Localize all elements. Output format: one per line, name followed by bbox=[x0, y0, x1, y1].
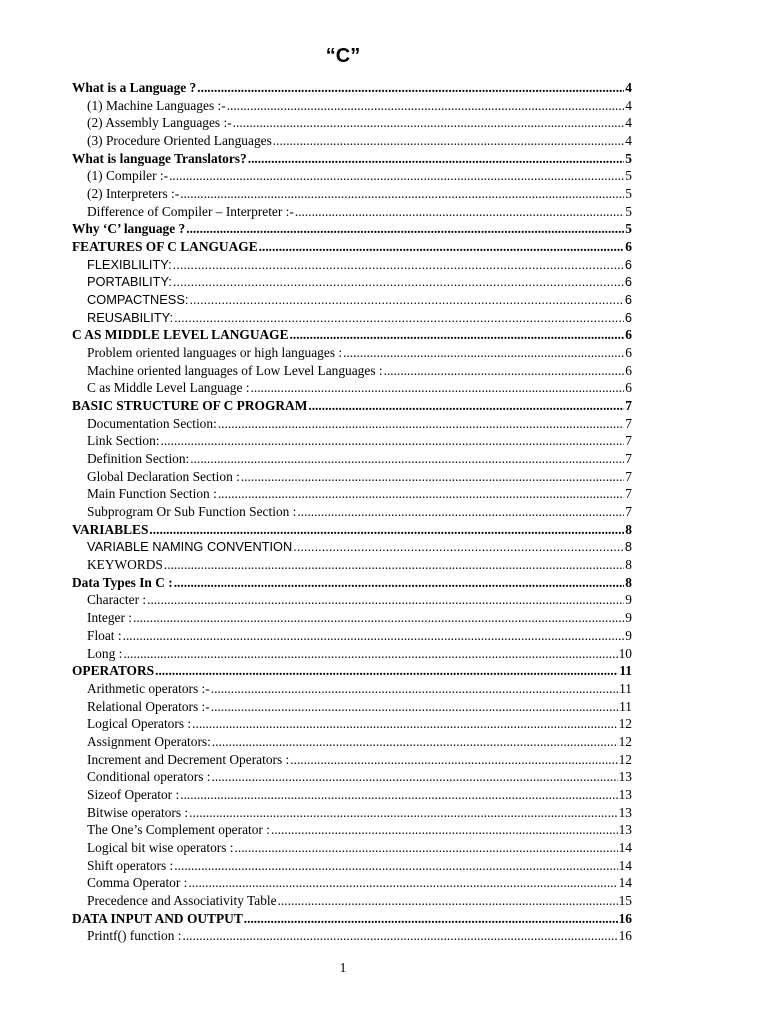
toc-entry-page: 6 bbox=[624, 256, 632, 272]
toc-entry-page: 13 bbox=[618, 804, 632, 820]
toc-heading-entry[interactable] bbox=[72, 326, 632, 344]
toc-subentry[interactable] bbox=[72, 751, 632, 769]
dot-leader bbox=[343, 344, 624, 362]
dot-leader bbox=[235, 839, 618, 857]
toc-entry-label: Increment and Decrement Operators : bbox=[87, 751, 290, 767]
toc-subentry[interactable] bbox=[72, 609, 632, 627]
dot-leader bbox=[192, 715, 617, 733]
toc-entry-label: (2) Assembly Languages :- bbox=[87, 115, 232, 131]
toc-entry-page: 14 bbox=[618, 839, 632, 855]
toc-entry-label: Conditional operators : bbox=[87, 769, 211, 785]
toc-entry-page: 7 bbox=[625, 451, 632, 467]
dot-leader bbox=[244, 910, 618, 928]
table-of-contents bbox=[72, 79, 632, 945]
toc-heading-entry[interactable] bbox=[72, 574, 632, 592]
toc-subentry[interactable] bbox=[72, 698, 632, 716]
dot-leader bbox=[211, 698, 618, 716]
dot-leader bbox=[248, 150, 625, 168]
toc-entry-label: Shift operators : bbox=[87, 857, 174, 873]
toc-entry-label: Why ‘C’ language ? bbox=[72, 221, 186, 237]
toc-heading-entry[interactable] bbox=[72, 150, 632, 168]
toc-subentry[interactable] bbox=[72, 768, 632, 786]
toc-entry-page: 5 bbox=[625, 221, 632, 237]
toc-subentry[interactable] bbox=[72, 503, 632, 521]
dot-leader bbox=[308, 397, 624, 415]
toc-entry-page: 8 bbox=[624, 539, 632, 555]
dot-leader bbox=[197, 79, 624, 97]
dot-leader bbox=[211, 680, 618, 698]
toc-entry-label: The One’s Complement operator : bbox=[87, 822, 270, 838]
toc-entry-label: VARIABLES bbox=[72, 521, 149, 537]
toc-entry-page: 4 bbox=[625, 115, 632, 131]
toc-entry-label: Data Types In C : bbox=[72, 574, 173, 590]
toc-entry-page: 12 bbox=[618, 733, 632, 749]
toc-heading-entry[interactable] bbox=[72, 662, 632, 680]
toc-entry-page: 7 bbox=[625, 468, 632, 484]
toc-entry-page: 7 bbox=[625, 504, 632, 520]
toc-subentry[interactable] bbox=[72, 97, 632, 115]
toc-entry-label: Character : bbox=[87, 592, 147, 608]
toc-subentry[interactable] bbox=[72, 203, 632, 221]
toc-subentry[interactable] bbox=[72, 645, 632, 663]
toc-entry-page: 5 bbox=[625, 168, 632, 184]
toc-entry-label: Sizeof Operator : bbox=[87, 786, 180, 802]
toc-entry-page: 5 bbox=[625, 203, 632, 219]
toc-entry-page: 7 bbox=[625, 415, 632, 431]
toc-subentry[interactable] bbox=[72, 185, 632, 203]
dot-leader bbox=[180, 786, 617, 804]
toc-entry-page: 11 bbox=[619, 663, 632, 679]
toc-entry-page: 7 bbox=[625, 486, 632, 502]
toc-subentry[interactable] bbox=[72, 892, 632, 910]
toc-entry-label: VARIABLE NAMING CONVENTION bbox=[87, 539, 293, 555]
toc-entry-page: 9 bbox=[625, 592, 632, 608]
toc-entry-page: 6 bbox=[625, 362, 632, 378]
toc-entry-label: Documentation Section: bbox=[87, 415, 217, 431]
toc-entry-label: Printf() function : bbox=[87, 928, 182, 944]
toc-entry-page: 6 bbox=[625, 380, 632, 396]
toc-entry-label: Global Declaration Section : bbox=[87, 468, 240, 484]
dot-leader bbox=[290, 751, 617, 769]
toc-entry-label: Logical Operators : bbox=[87, 716, 192, 732]
toc-heading-entry[interactable] bbox=[72, 397, 632, 415]
toc-entry-page: 6 bbox=[625, 327, 632, 343]
toc-entry-page: 13 bbox=[618, 786, 632, 802]
toc-subentry[interactable] bbox=[72, 680, 632, 698]
toc-subentry[interactable] bbox=[72, 556, 632, 574]
dot-leader bbox=[180, 185, 624, 203]
dot-leader bbox=[164, 556, 624, 574]
dot-leader bbox=[123, 645, 617, 663]
toc-entry-page: 16 bbox=[618, 910, 632, 926]
dot-leader bbox=[297, 503, 624, 521]
toc-entry-label: FEATURES OF C LANGUAGE bbox=[72, 239, 258, 255]
dot-leader bbox=[259, 238, 625, 256]
document-title: “C” bbox=[325, 45, 361, 67]
dot-leader bbox=[174, 857, 617, 875]
toc-entry-page: 8 bbox=[625, 574, 632, 590]
dot-leader bbox=[189, 804, 617, 822]
toc-subentry[interactable] bbox=[72, 485, 632, 503]
toc-entry-label: Main Function Section : bbox=[87, 486, 217, 502]
toc-entry-page: 6 bbox=[624, 274, 632, 290]
toc-entry-label: Bitwise operators : bbox=[87, 804, 189, 820]
toc-subentry[interactable] bbox=[72, 415, 632, 433]
toc-entry-page: 13 bbox=[618, 822, 632, 838]
toc-subentry[interactable] bbox=[72, 309, 632, 327]
toc-entry-page: 6 bbox=[624, 292, 632, 308]
toc-subentry[interactable] bbox=[72, 273, 632, 291]
dot-leader bbox=[218, 485, 624, 503]
toc-entry-page: 14 bbox=[618, 857, 632, 873]
dot-leader bbox=[211, 768, 617, 786]
toc-entry-label: Integer : bbox=[87, 610, 132, 626]
dot-leader bbox=[189, 291, 623, 309]
toc-subentry[interactable] bbox=[72, 256, 632, 274]
dot-leader bbox=[173, 256, 624, 274]
toc-subentry[interactable] bbox=[72, 362, 632, 380]
toc-entry-label: Problem oriented languages or high languages : bbox=[87, 345, 343, 361]
toc-heading-entry[interactable] bbox=[72, 220, 632, 238]
toc-subentry[interactable] bbox=[72, 786, 632, 804]
toc-entry-page: 15 bbox=[618, 892, 632, 908]
dot-leader bbox=[161, 432, 625, 450]
toc-subentry[interactable] bbox=[72, 114, 632, 132]
toc-entry-page: 9 bbox=[625, 627, 632, 643]
dot-leader bbox=[188, 874, 617, 892]
dot-leader bbox=[293, 538, 624, 556]
dot-leader bbox=[182, 927, 617, 945]
toc-entry-label: COMPACTNESS: bbox=[87, 292, 189, 308]
toc-entry-label: PORTABILITY: bbox=[87, 274, 172, 290]
dot-leader bbox=[133, 609, 624, 627]
toc-entry-page: 11 bbox=[619, 698, 632, 714]
toc-entry-page: 12 bbox=[618, 716, 632, 732]
dot-leader bbox=[190, 450, 624, 468]
toc-entry-label: C AS MIDDLE LEVEL LANGUAGE bbox=[72, 327, 289, 343]
toc-entry-label: (1) Compiler :- bbox=[87, 168, 169, 184]
toc-subentry[interactable] bbox=[72, 733, 632, 751]
toc-heading-entry[interactable] bbox=[72, 79, 632, 97]
dot-leader bbox=[271, 821, 618, 839]
toc-entry-page: 11 bbox=[619, 680, 632, 696]
dot-leader bbox=[149, 521, 624, 539]
dot-leader bbox=[169, 167, 624, 185]
toc-entry-page: 16 bbox=[618, 928, 632, 944]
toc-entry-page: 7 bbox=[625, 433, 632, 449]
dot-leader bbox=[290, 326, 625, 344]
toc-entry-page: 8 bbox=[625, 521, 632, 537]
toc-entry-page: 12 bbox=[618, 751, 632, 767]
toc-entry-page: 10 bbox=[618, 645, 632, 661]
dot-leader bbox=[273, 132, 625, 150]
toc-subentry[interactable] bbox=[72, 450, 632, 468]
dot-leader bbox=[278, 892, 618, 910]
toc-subentry[interactable] bbox=[72, 804, 632, 822]
toc-entry-label: Precedence and Associativity Table bbox=[87, 892, 277, 908]
dot-leader bbox=[218, 415, 625, 433]
dot-leader bbox=[155, 662, 618, 680]
toc-subentry[interactable] bbox=[72, 132, 632, 150]
toc-subentry[interactable] bbox=[72, 379, 632, 397]
toc-entry-page: 14 bbox=[618, 875, 632, 891]
toc-entry-page: 7 bbox=[625, 398, 632, 414]
toc-entry-label: Logical bit wise operators : bbox=[87, 839, 234, 855]
toc-entry-label: DATA INPUT AND OUTPUT bbox=[72, 910, 243, 926]
dot-leader bbox=[251, 379, 625, 397]
toc-entry-page: 9 bbox=[625, 610, 632, 626]
toc-entry-label: Assignment Operators: bbox=[87, 733, 211, 749]
toc-entry-page: 8 bbox=[625, 557, 632, 573]
toc-entry-label: Long : bbox=[87, 645, 123, 661]
toc-entry-label: Difference of Compiler – Interpreter :- bbox=[87, 203, 294, 219]
toc-entry-label: C as Middle Level Language : bbox=[87, 380, 250, 396]
toc-entry-label: BASIC STRUCTURE OF C PROGRAM bbox=[72, 398, 308, 414]
toc-subentry[interactable] bbox=[72, 627, 632, 645]
toc-entry-page: 6 bbox=[625, 239, 632, 255]
toc-entry-label: KEYWORDS bbox=[87, 557, 163, 573]
toc-entry-label: Comma Operator : bbox=[87, 875, 188, 891]
toc-entry-page: 4 bbox=[625, 133, 632, 149]
toc-entry-label: Relational Operators :- bbox=[87, 698, 210, 714]
toc-subentry[interactable] bbox=[72, 432, 632, 450]
toc-entry-page: 4 bbox=[625, 97, 632, 113]
dot-leader bbox=[233, 114, 625, 132]
toc-entry-label: Link Section: bbox=[87, 433, 160, 449]
page-number: 1 bbox=[339, 960, 347, 975]
toc-entry-page: 6 bbox=[625, 345, 632, 361]
toc-entry-page: 13 bbox=[618, 769, 632, 785]
toc-entry-label: Arithmetic operators :- bbox=[87, 680, 210, 696]
toc-entry-label: OPERATORS bbox=[72, 663, 155, 679]
toc-entry-label: What is a Language ? bbox=[72, 80, 197, 95]
toc-subentry[interactable] bbox=[72, 591, 632, 609]
toc-entry-label: Definition Section: bbox=[87, 451, 190, 467]
toc-entry-page: 6 bbox=[624, 309, 632, 325]
dot-leader bbox=[147, 591, 624, 609]
dot-leader bbox=[227, 97, 625, 115]
toc-subentry[interactable] bbox=[72, 167, 632, 185]
toc-subentry[interactable] bbox=[72, 715, 632, 733]
toc-entry-label: (3) Procedure Oriented Languages bbox=[87, 133, 272, 149]
toc-entry-page: 4 bbox=[625, 80, 632, 95]
dot-leader bbox=[174, 309, 624, 327]
toc-entry-label: Float : bbox=[87, 627, 122, 643]
toc-subentry[interactable] bbox=[72, 927, 632, 945]
toc-entry-label: REUSABILITY: bbox=[87, 309, 174, 325]
dot-leader bbox=[173, 273, 624, 291]
toc-subentry[interactable] bbox=[72, 874, 632, 892]
toc-subentry[interactable] bbox=[72, 857, 632, 875]
toc-heading-entry[interactable] bbox=[72, 521, 632, 539]
toc-heading-entry[interactable] bbox=[72, 910, 632, 928]
toc-subentry[interactable] bbox=[72, 839, 632, 857]
toc-entry-label: FLEXIBLILITY: bbox=[87, 256, 172, 272]
toc-entry-label: (1) Machine Languages :- bbox=[87, 97, 226, 113]
dot-leader bbox=[384, 362, 625, 380]
dot-leader bbox=[295, 203, 624, 221]
toc-entry-page: 5 bbox=[625, 186, 632, 202]
dot-leader bbox=[123, 627, 625, 645]
toc-entry-page: 5 bbox=[625, 150, 632, 166]
toc-subentry[interactable] bbox=[72, 821, 632, 839]
dot-leader bbox=[241, 468, 624, 486]
dot-leader bbox=[212, 733, 618, 751]
toc-subentry[interactable] bbox=[72, 291, 632, 309]
toc-entry-label: (2) Interpreters :- bbox=[87, 186, 180, 202]
dot-leader bbox=[174, 574, 625, 592]
toc-subentry[interactable] bbox=[72, 538, 632, 556]
dot-leader bbox=[186, 220, 624, 238]
toc-subentry[interactable] bbox=[72, 344, 632, 362]
toc-subentry[interactable] bbox=[72, 468, 632, 486]
toc-entry-label: What is language Translators? bbox=[72, 150, 247, 166]
toc-entry-label: Subprogram Or Sub Function Section : bbox=[87, 504, 297, 520]
toc-heading-entry[interactable] bbox=[72, 238, 632, 256]
toc-entry-label: Machine oriented languages of Low Level Languages : bbox=[87, 362, 383, 378]
